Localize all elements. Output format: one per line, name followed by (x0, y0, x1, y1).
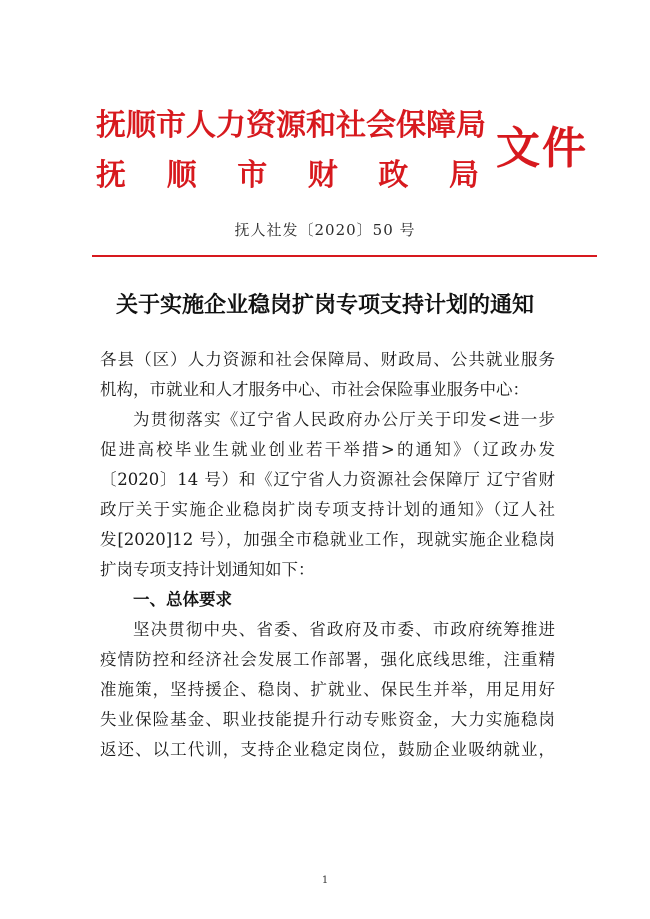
intro-line: 政厅关于实施企业稳岗扩岗专项支持计划的通知》（辽人社 (100, 500, 555, 519)
issuing-organizations (96, 106, 486, 196)
org-finance-char: 市 (237, 158, 268, 193)
section-line: 失业保险基金、职业技能提升行动专账资金，大力实施稳岗 (100, 710, 555, 729)
section-line: 疫情防控和经济社会发展工作部署，强化底线思维，注重精 (100, 650, 555, 669)
intro-line: 为贯彻落实《辽宁省人民政府办公厅关于印发<进一步 (133, 410, 555, 429)
notice-title: 关于实施企业稳岗扩岗专项支持计划的通知 (115, 293, 534, 318)
red-divider-line (92, 255, 597, 257)
org-finance-char: 顺 (166, 158, 197, 193)
org-finance-char: 财 (307, 158, 338, 193)
intro-line: 〔2020〕14 号）和《辽宁省人力资源社会保障厅 辽宁省财 (100, 470, 555, 489)
section-line: 准施策，坚持援企、稳岗、扩就业、保民生并举，用足用好 (100, 680, 555, 699)
org-hrss-bureau: 抚顺市人力资源和社会保障局 (96, 108, 486, 143)
addressee-line: 机构，市就业和人才服务中心、市社会保险事业服务中心： (100, 380, 529, 399)
org-finance-char: 政 (378, 158, 409, 193)
document-body (100, 345, 555, 765)
org-finance-bureau (96, 156, 479, 196)
org-finance-char: 局 (448, 158, 479, 193)
addressee-line: 各县（区）人力资源和社会保障局、财政局、公共就业服务 (100, 350, 555, 369)
document-type-word: 文件 (496, 123, 588, 174)
intro-line: 促进高校毕业生就业创业若干举措>的通知》（辽政办发 (100, 440, 555, 459)
org-finance-char: 抚 (96, 158, 126, 193)
page-number: 1 (321, 875, 329, 886)
section-heading: 一、总体要求 (133, 590, 232, 609)
document-number: 抚人社发〔2020〕50 号 (234, 221, 416, 239)
intro-line: 发[2020]12 号），加强全市稳就业工作，现就实施企业稳岗 (100, 530, 555, 549)
section-line: 坚决贯彻中央、省委、省政府及市委、市政府统筹推进 (133, 620, 555, 639)
intro-line: 扩岗专项支持计划通知如下： (100, 560, 315, 579)
section-line: 返还、以工代训，支持企业稳定岗位，鼓励企业吸纳就业， (100, 740, 555, 759)
